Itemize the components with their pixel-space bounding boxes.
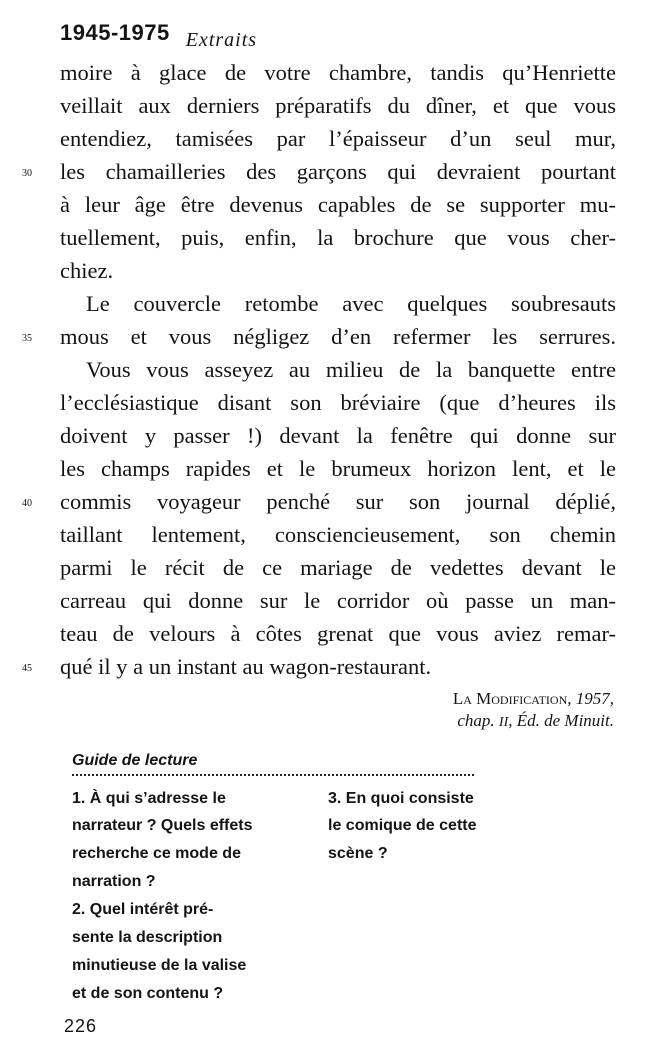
- page-number: 226: [64, 1016, 98, 1036]
- guide-question-line: narration ?: [72, 873, 156, 890]
- text-line: les champs rapides et le brumeux horizon lent, et le: [60, 456, 616, 481]
- text-line: les chamailleries des garçons qui devraient pourtant: [60, 159, 616, 184]
- text-line: entendiez, tamisées par l’épaisseur d’un seul mur,: [60, 126, 616, 151]
- header-section: Extraits: [185, 29, 258, 51]
- dotted-divider: [72, 774, 474, 776]
- guide-title: Guide de lecture: [72, 752, 198, 769]
- source-editor: , Éd. de Minuit.: [508, 711, 614, 730]
- text-line: Le couvercle retombe avec quelques soubresauts: [86, 291, 616, 316]
- text-line: carreau qui donne sur le corridor où passe un man-: [60, 588, 616, 613]
- text-line: moire à glace de votre chambre, tandis qu’Henriette: [60, 60, 616, 85]
- guide-question-line: et de son contenu ?: [72, 985, 224, 1002]
- text-line: à leur âge être devenus capables de se supporter mu-: [60, 192, 616, 217]
- text-line: parmi le récit de ce mariage de vedettes devant le: [60, 555, 616, 580]
- line-number: 45: [22, 663, 32, 674]
- source-year: , 1957,: [567, 689, 614, 708]
- guide-question-line: minutieuse de la valise: [72, 957, 247, 974]
- line-number: 35: [22, 333, 32, 344]
- text-line: veillait aux derniers préparatifs du dîner, et que vous: [60, 93, 616, 118]
- source-citation-line2: [457, 710, 614, 734]
- text-line: doivent y passer !) devant la fenêtre qui donne sur: [60, 423, 616, 448]
- guide-question-line: sente la description: [72, 929, 223, 946]
- guide-question-line: narrateur ? Quels effets: [72, 817, 253, 834]
- text-line: taillant lentement, consciencieusement, son chemin: [60, 522, 616, 547]
- running-header: [60, 20, 258, 51]
- source-work: La Modification: [452, 689, 568, 708]
- guide-question-line: 1. À qui s’adresse le: [72, 790, 226, 807]
- line-number: 30: [22, 168, 32, 179]
- guide-question-line: recherche ce mode de: [72, 845, 241, 862]
- guide-question-line: le comique de cette: [328, 817, 477, 834]
- text-line: l’ecclésiastique disant son bréviaire (que d’heures ils: [60, 390, 616, 415]
- source-citation-line1: [453, 688, 614, 710]
- text-line: qué il y a un instant au wagon-restaurant.: [60, 654, 432, 679]
- source-chapter-num: II: [498, 715, 509, 730]
- text-line: tuellement, puis, enfin, la brochure que vous cher-: [60, 225, 616, 250]
- text-line: commis voyageur penché sur son journal déplié,: [60, 489, 616, 514]
- guide-question-line: scène ?: [328, 845, 388, 862]
- line-number: 40: [22, 498, 32, 509]
- guide-question-line: 3. En quoi consiste: [328, 790, 474, 807]
- source-chapter: chap.: [457, 711, 499, 730]
- guide-question-line: 2. Quel intérêt pré-: [72, 901, 214, 918]
- header-years: 1945-1975: [60, 20, 170, 45]
- text-line: teau de velours à côtes grenat que vous aviez remar-: [60, 621, 616, 646]
- text-line: mous et vous négligez d’en refermer les serrures.: [60, 324, 616, 349]
- text-line: chiez.: [60, 258, 114, 283]
- text-line: Vous vous asseyez au milieu de la banquette entre: [86, 357, 616, 382]
